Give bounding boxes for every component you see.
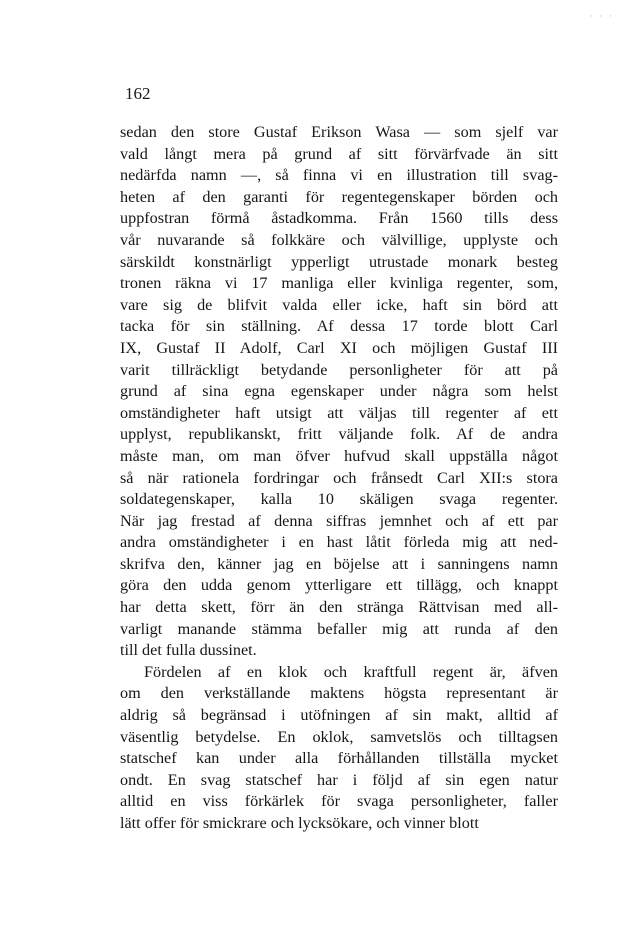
text-line: Fördelen af en klok och kraftfull regent är, äfven (144, 662, 558, 681)
text-line: grund af sina egna egenskaper under några som helst (120, 382, 558, 401)
text-line: skrifva den, känner jag en böjelse att i sanningens namn (120, 554, 558, 573)
paragraph (120, 122, 558, 662)
text-line: väsentlig betydelse. En oklok, samvetslös och tilltagsen (120, 727, 558, 746)
text-line: sedan den store Gustaf Erikson Wasa — som sjelf var (120, 123, 558, 141)
text-line: andra omständigheter i en hast låtit förleda mig att ned- (120, 533, 558, 552)
text-line: IX, Gustaf II Adolf, Carl XI och möjligen Gustaf III (120, 338, 558, 357)
text-line: varligt manande stämma befaller mig att runda af den (120, 619, 558, 638)
body-text (120, 122, 558, 835)
text-line: särskildt konstnärligt ypperligt utrustade monark besteg (120, 252, 558, 271)
text-line: statschef kan under alla förhållanden tillställa mycket (120, 749, 558, 768)
text-line: tronen räkna vi 17 manliga eller kvinliga regenter, som, (120, 274, 558, 293)
text-line: om den verkställande maktens högsta representant är (120, 684, 558, 703)
text-line: När jag frestad af denna siffras jemnhet och af ett par (120, 511, 558, 530)
text-line: aldrig så begränsad i utöfningen af sin makt, alltid af (120, 706, 558, 725)
text-line: tacka för sin ställning. Af dessa 17 torde blott Carl (120, 317, 558, 336)
text-line: måste man, om man öfver hufvud skall uppställa något (120, 446, 558, 465)
scan-mark: · · · (589, 12, 614, 22)
text-line: soldategenskaper, kalla 10 skäligen svaga regenter. (120, 490, 558, 509)
text-line: till det fulla dussinet. (120, 641, 257, 660)
page-number: 162 (125, 84, 151, 103)
text-line: nedärfda namn —, så finna vi en illustration till svag- (120, 166, 558, 185)
text-line: så när rationela fordringar och frånsedt Carl XII:s stora (120, 468, 558, 487)
text-line: heten af den garanti för regentegenskaper börden och (120, 187, 558, 206)
text-line: omständigheter haft utsigt att väljas till regenter af ett (120, 403, 558, 422)
text-line: vald långt mera på grund af sitt förvärfvade än sitt (120, 144, 558, 163)
text-line: upplyst, republikanskt, fritt väljande folk. Af de andra (120, 425, 558, 444)
text-line: varit tillräckligt betydande personligheter för att på (120, 360, 558, 379)
paragraph (120, 662, 558, 835)
text-line: alltid en viss förkärlek för svaga personligheter, faller (120, 792, 558, 811)
text-line: vare sig de blifvit valda eller icke, haft sin börd att (120, 295, 558, 314)
text-line: ondt. En svag statschef har i följd af sin egen natur (120, 770, 558, 789)
text-line: uppfostran förmå åstadkomma. Från 1560 tills dess (120, 209, 558, 228)
text-line: göra den udda genom ytterligare ett tillägg, och knappt (120, 576, 558, 595)
text-line: har detta skett, förr än den stränga Rättvisan med all- (120, 598, 558, 617)
text-line: vår nuvarande så folkkäre och välvillige, upplyste och (120, 230, 558, 249)
text-line: lätt offer för smickrare och lycksökare, och vinner blott (120, 814, 479, 832)
